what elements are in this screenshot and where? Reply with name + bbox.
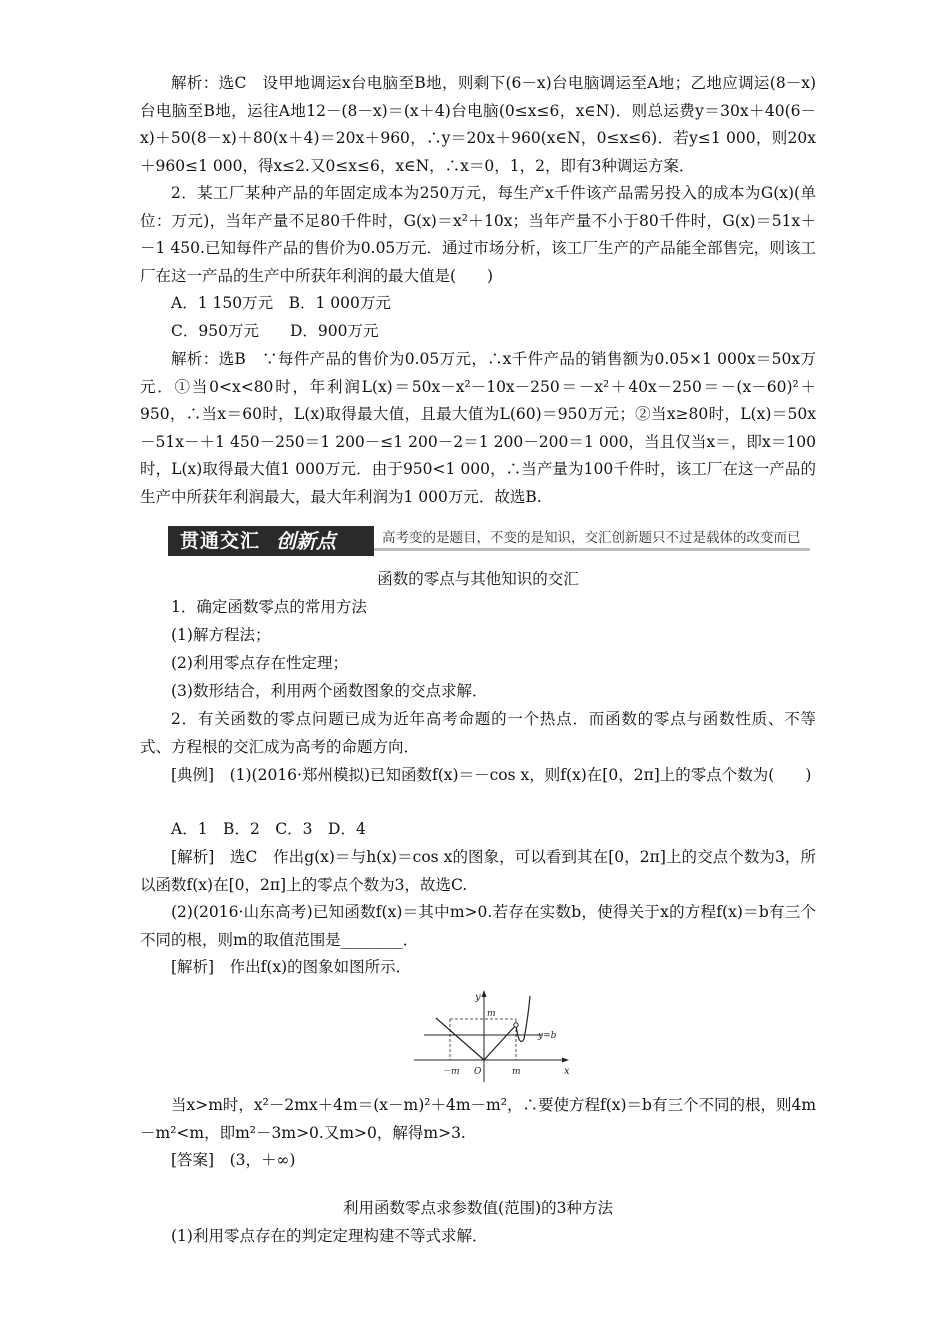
method-2: (2)利用零点存在性定理； (171, 654, 348, 672)
item-1: 1．确定函数零点的常用方法 (171, 598, 367, 616)
origin-label: O (474, 1067, 482, 1077)
example-1: [典例] (1)(2016·郑州模拟)已知函数f(x)＝－cos x，则f(x)在[0，2π]上的零点个数为( ) (171, 766, 812, 784)
abs-curve (436, 1018, 516, 1060)
example-2: (2)(2016·山东高考)已知函数f(x)＝其中m>0.若存在实数b，使得关于x的方程f(x)＝b有三个不同的根，则m的取值范围是________． (140, 903, 816, 949)
problem-2: 2．某工厂某种产品的年固定成本为250万元，每生产x千件该产品需另投入的成本为G(x)(单位：万元)，当年产量不足80千件时，G(x)＝x²＋10x；当年产量不小于80千件时，G(x)＝51x＋－1 450.已知每件产品的售价为0.05万元．通过市场分析，该工厂生产的产品能全部售完，则该工厂在这一产品的生产中所获年利润的最大值是( ) (140, 184, 816, 285)
section-banner (168, 526, 810, 556)
y-equals-b-label: y=b (538, 1031, 557, 1041)
function-graph (412, 988, 572, 1084)
method-1: (1)解方程法； (171, 626, 271, 644)
method-final-1: (1)利用零点存在的判定定理构建不等式求解． (171, 1227, 488, 1245)
example-1-solution: [解析] 选C 作出g(x)＝与h(x)＝cos x的图象，可以看到其在[0，2π]上的交点个数为3，所以函数f(x)在[0，2π]上的零点个数为3，故选C. (140, 848, 816, 894)
method-3: (3)数形结合，利用两个函数图象的交点求解． (171, 682, 488, 700)
y-axis-label: y (475, 992, 481, 1003)
banner-label-block (168, 526, 374, 556)
answer: [答案] (3，＋∞) (171, 1151, 296, 1169)
banner-left-text: 贯通交汇 (180, 530, 261, 552)
solution-2: 解析：选B ∵每件产品的售价为0.05万元，∴x千件产品的销售额为0.05×1 000x＝50x万元．①当0<x<80时，年利润L(x)＝50x－x²－10x－250＝－x²＋40x－250＝－(x－60)²＋950，∴当x＝60时，L(x)取得最大值，且最大值为L(60)＝950万元；②当x≥80时，L(x)＝50x－51x－＋1 450－250＝1 200－≤1 200－2＝1 200－200＝1 000，当且仅当x＝，即x＝100时，L(x)取得最大值1 000万元．由于950<1 000，∴当产量为100千件时，该工厂在这一产品的生产中所获年利润最大，最大年利润为1 000万元．故选B. (140, 350, 816, 506)
solution-1: 解析：选C 设甲地调运x台电脑至B地，则剩下(6－x)台电脑调运至A地；乙地应调运(8－x)台电脑至B地，运往A地12－(8－x)＝(x＋4)台电脑(0≤x≤6，x∈N)．则总运费y＝30x＋40(6－x)＋50(8－x)＋80(x＋4)＝20x＋960，∴y＝20x＋960(x∈N，0≤x≤6)．若y≤1 000，则20x＋960≤1 000，得x≤2.又0≤x≤6，x∈N，∴x＝0，1，2，即有3种调运方案． (140, 74, 816, 175)
problem-2-options-cd: C．950万元 D．900万元 (171, 322, 379, 340)
open-point (514, 1023, 518, 1027)
section-title: 函数的零点与其他知识的交汇 (377, 570, 579, 588)
neg-m-label: －m (442, 1067, 460, 1077)
example-2-continuation: 当x>m时，x²－2mx＋4m＝(x－m)²＋4m－m²，∴要使方程f(x)＝b有三个不同的根，则4m－m²<m，即m²－3m>0.又m>0，解得m>3. (140, 1096, 817, 1142)
banner-rule (374, 548, 810, 551)
problem-2-options-ab: A．1 150万元 B．1 000万元 (171, 294, 391, 312)
banner-right-text: 创新点 (276, 529, 336, 553)
item-2: 2．有关函数的零点问题已成为近年高考命题的一个热点．而函数的零点与函数性质、不等式、方程根的交汇成为高考的命题方向． (140, 710, 816, 756)
example-2-solution: [解析] 作出f(x)的图象如图所示． (171, 958, 412, 976)
example-1-options: A．1 B．2 C．3 D．4 (171, 820, 366, 838)
banner-tagline: 高考变的是题目，不变的是知识，交汇创新题只不过是载体的改变而已 (382, 530, 801, 546)
section-title-2: 利用函数零点求参数值(范围)的3种方法 (343, 1199, 613, 1217)
m-height-label: m (487, 1009, 496, 1019)
pos-m-label: m (512, 1067, 521, 1077)
y-axis-arrow (482, 990, 487, 997)
x-axis-arrow (562, 1058, 569, 1063)
x-axis-label: x (564, 1066, 570, 1077)
